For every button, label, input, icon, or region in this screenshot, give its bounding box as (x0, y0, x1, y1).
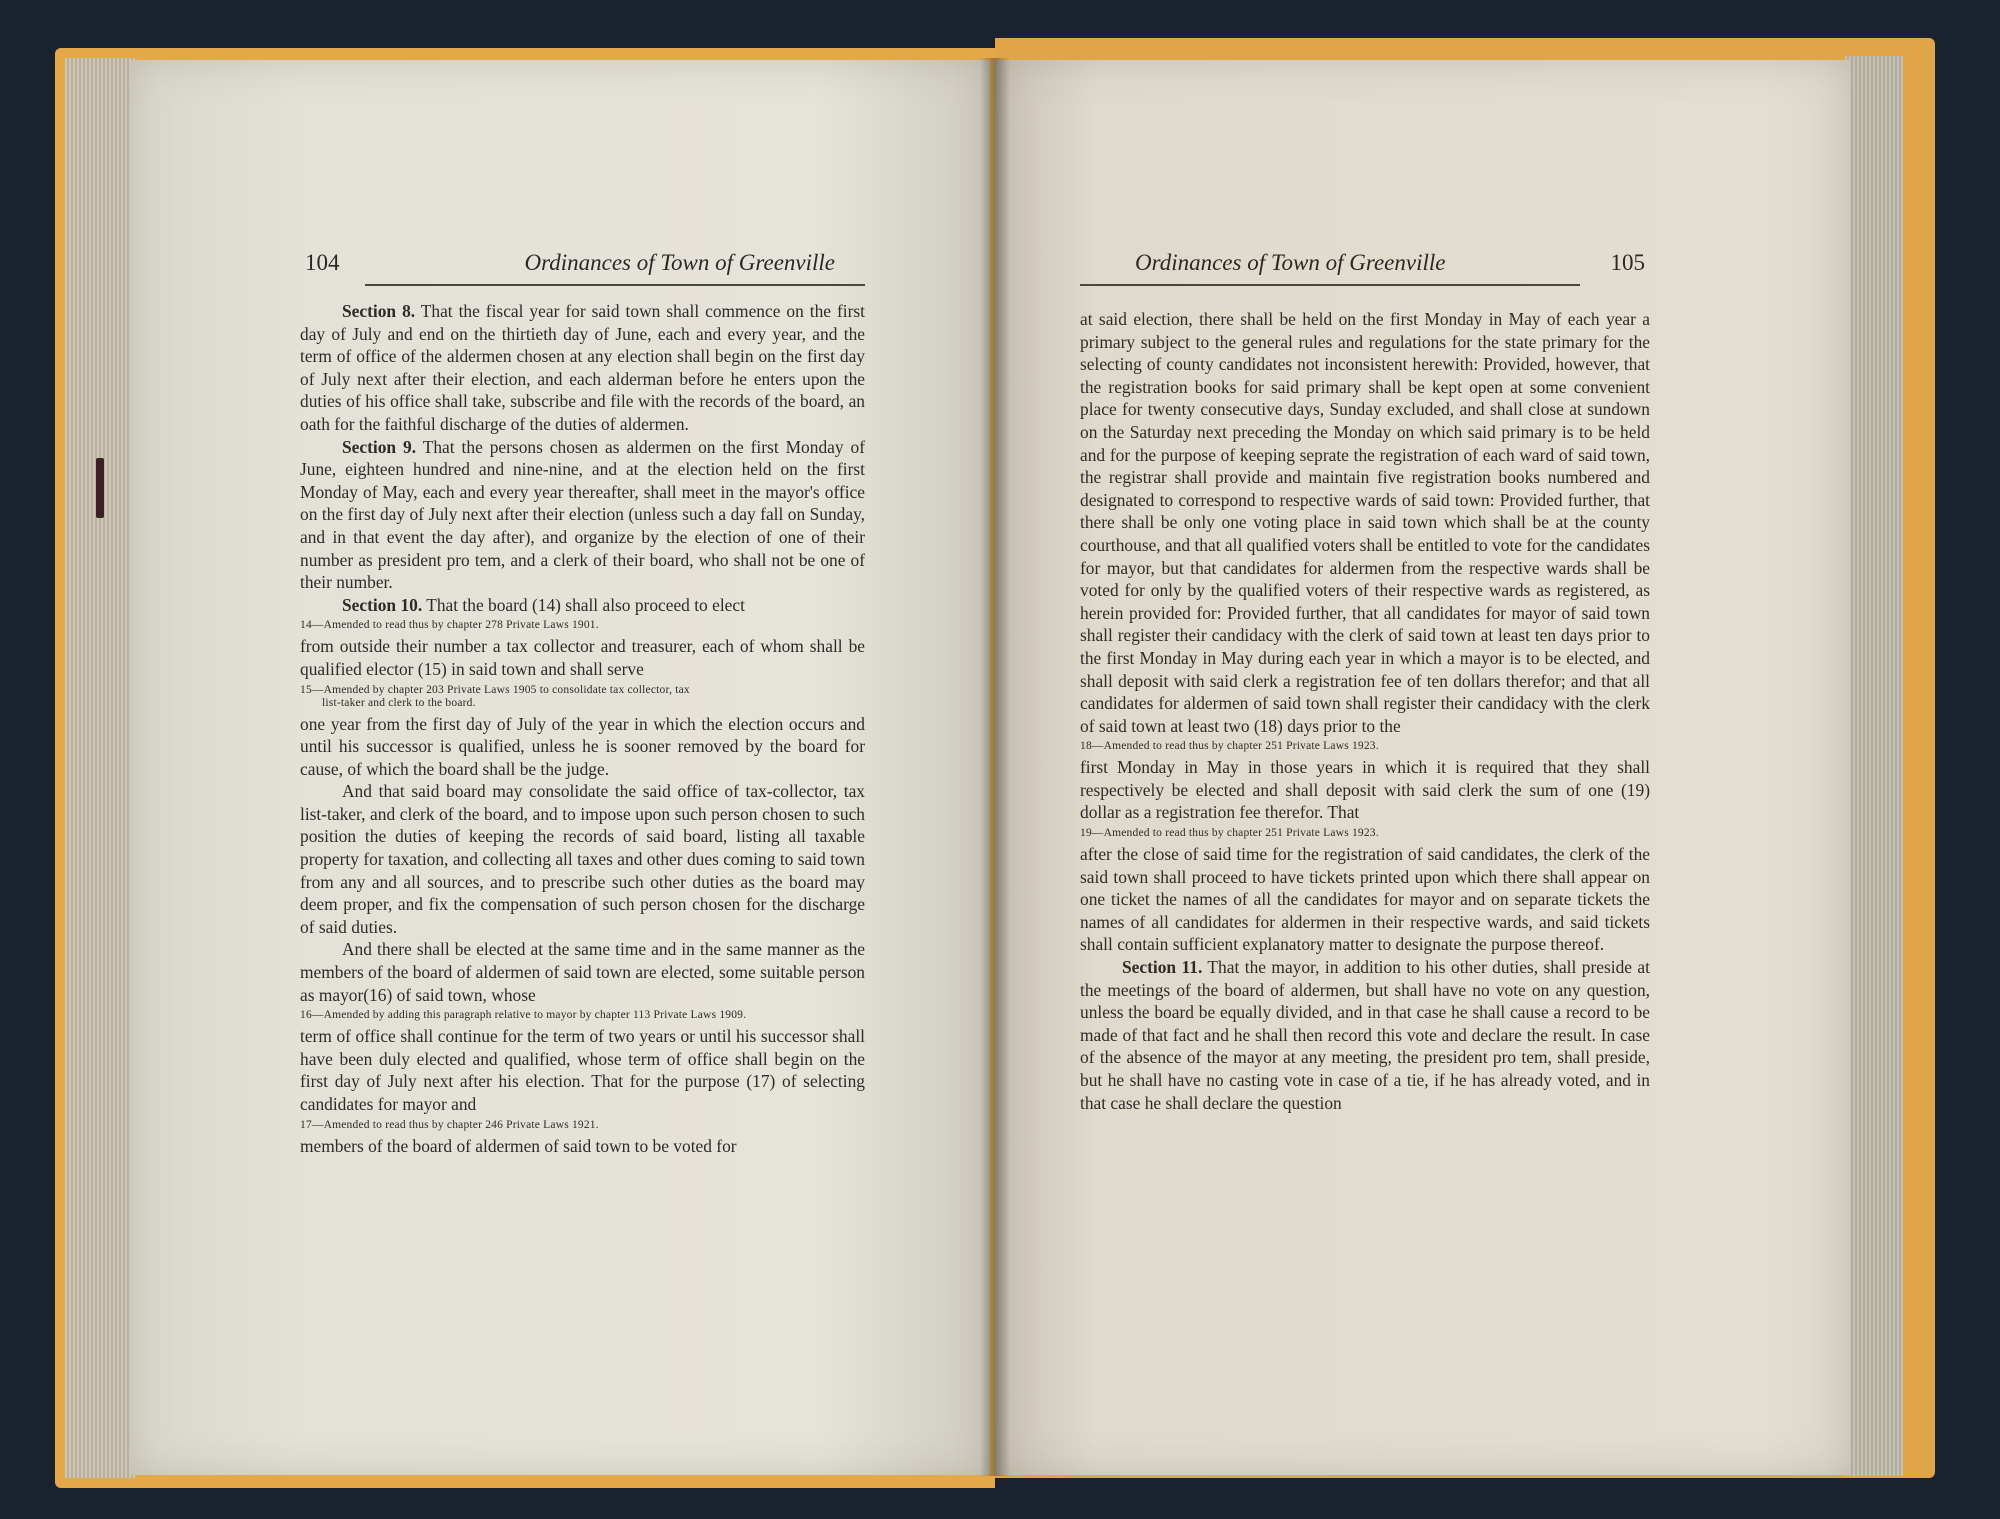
footnote (1080, 827, 1650, 840)
paragraph-text: And that said board may consolidate the said office of tax-collector, tax list-taker, and clerk of the board, and to impose upon such person chosen to such position the duties of keeping the records of said board, listing all taxable property for taxation, and collecting all taxes and other dues coming to said town from any and all sources, and to prescribe such other duties as the board may deem proper, and fix the compensation of such person chosen for the discharge of said duties. (300, 781, 865, 937)
section-paragraph (300, 436, 865, 594)
paragraph-continuation: first Monday in May in those years in which it is required that they shall respectively be elected and shall deposit with said clerk the sum of one (19) dollar as a registration fee therefor. That (1080, 757, 1650, 823)
page-edges-left (65, 58, 135, 1478)
section-heading: Section 10. (342, 594, 423, 615)
footnote-text: 14—Amended to read thus by chapter 278 Private Laws 1901. (300, 619, 599, 632)
paragraph (300, 938, 865, 1006)
left-page (130, 60, 990, 1475)
footnote-continuation: list-taker and clerk to the board. (322, 696, 476, 709)
footnote (300, 619, 865, 632)
ribbon-bookmark (96, 458, 104, 518)
paragraph-text: That the persons chosen as aldermen on the first Monday of June, eighteen hundred and nine-nine, and at the election held on the first Monday of May, each and every year thereafter, shall meet in the mayor's office on the first day of July next after their election (unless such a day fall on Sunday, and in that event the day after), and organize by the election of one of their number as president pro tem, and a clerk of their board, who shall not be one of their number. (300, 436, 865, 593)
running-title-left: Ordinances of Town of Greenville (524, 250, 835, 275)
book-gutter (980, 58, 1010, 1476)
footnote-text: 17—Amended to read thus by chapter 246 Private Laws 1921. (300, 1118, 599, 1131)
footnote-text: 19—Amended to read thus by chapter 251 Private Laws 1923. (1080, 827, 1379, 840)
section-heading: Section 8. (342, 301, 416, 321)
paragraph-continuation: members of the board of aldermen of said town to be voted for (300, 1135, 737, 1156)
paragraph-text: That the fiscal year for said town shall commence on the first day of July and end on the thirtieth day of June, each and every year, and the term of office of the aldermen chosen at any election shall begin on the first day of July next after their election, and each alderman before he enters upon the duties of his office shall take, subscribe and file with the records of the board, an oath for the faithful discharge of the duties of aldermen. (300, 301, 865, 434)
page-number-right: 105 (1610, 250, 1645, 275)
paragraph-continuation: from outside their number a tax collector and treasurer, each of whom shall be qualified elector (15) in said town and shall serve (300, 636, 865, 679)
running-title-right: Ordinances of Town of Greenville (1135, 250, 1446, 275)
paragraph-continuation: at said election, there shall be held on the first Monday in May of each year a primary subject to the general rules and regulations for the state primary for the selecting of county candidates not inconsistent herewith: Provided, however, that the registration books for said primary shall be kept open at some convenient place for twenty consecutive days, Sunday excluded, and shall close at sundown on the Saturday next preceding the Monday on which said primary is to be held and for the purpose of keeping seprate the registration of each ward of said town, the registrar shall provide and maintain five registration books numbered and designated to correspond to respective wards of said town: Provided further, that there shall be only one voting place in said town which shall be at the county courthouse, and that all qualified voters shall be entitled to vote for the candidates for mayor, but that candidates for aldermen from the respective wards shall be voted for only by the qualified voters of their respective wards as registered, as herein provided for: Provided further, that all candidates for mayor of said town shall register their candidacy with the clerk of said town at least ten days prior to the first Monday in May during each year in which a mayor is to be elected, and shall deposit with said clerk a registration fee of ten dollars therefor; and that all candidates for aldermen of said town shall register their candidacy with the clerk of said town at least two (18) days prior to the (1080, 309, 1650, 736)
footnote (300, 1119, 865, 1132)
paragraph-continuation: term of office shall continue for the term of two years or until his successor shall have been duly elected and qualified, whose term of office shall begin on the first day of July next after his election. That for the purpose (17) of selecting candidates for mayor and (300, 1026, 865, 1114)
open-book (55, 38, 1935, 1493)
paragraph-continuation: after the close of said time for the registration of said candidates, the clerk of the said town shall proceed to have tickets printed upon which there shall appear on one ticket the names of all the candidates for mayor and on separate tickets the names of all candidates for aldermen in their respective wards, and said tickets shall contain sufficient explanatory matter to designate the purpose thereof. (1080, 844, 1650, 955)
page-edges-right (1845, 56, 1903, 1476)
header-rule-right (1080, 284, 1580, 286)
paragraph-continuation: one year from the first day of July of the year in which the election occurs and until his successor is qualified, unless he is sooner removed by the board for cause, of which the board shall be the judge. (300, 713, 865, 779)
section-heading: Section 9. (342, 436, 417, 457)
page-number-left: 104 (305, 250, 340, 275)
section-paragraph (300, 300, 865, 436)
footnote-text: 16—Amended by adding this paragraph relative to mayor by chapter 113 Private Laws 1909. (300, 1009, 747, 1022)
section-paragraph (300, 594, 865, 617)
footnote-text: 18—Amended to read thus by chapter 251 Private Laws 1923. (1080, 740, 1379, 753)
footnote (300, 1009, 865, 1022)
footnote (1080, 740, 1650, 753)
footnote (300, 684, 865, 710)
paragraph-text: That the board (14) shall also proceed to elect (422, 594, 745, 615)
right-running-head (1135, 250, 1645, 276)
section-paragraph (1080, 956, 1650, 1114)
header-rule-left (365, 284, 865, 286)
right-page (995, 60, 1850, 1475)
paragraph (300, 780, 865, 938)
paragraph-text: And there shall be elected at the same time and in the same manner as the members of the board of aldermen of said town are elected, some suitable person as mayor(16) of said town, whose (300, 939, 865, 1005)
footnote-text: 15—Amended by chapter 203 Private Laws 1905 to consolidate tax collector, tax (300, 683, 690, 696)
left-page-body (300, 300, 865, 1157)
left-running-head (305, 250, 835, 276)
right-page-body (1080, 308, 1650, 1114)
section-heading: Section 11. (1122, 957, 1203, 978)
paragraph-text: That the mayor, in addition to his other duties, shall preside at the meetings of the board of aldermen, but shall have no vote on any question, unless the board be equally divided, and in that case he shall cause a record to be made of that fact and he shall then record this vote and declare the result. In case of the absence of the mayor at any meeting, the president pro tem, shall preside, but he shall have no casting vote in case of a tie, if he has already voted, and in that case he shall declare the question (1080, 957, 1650, 1113)
